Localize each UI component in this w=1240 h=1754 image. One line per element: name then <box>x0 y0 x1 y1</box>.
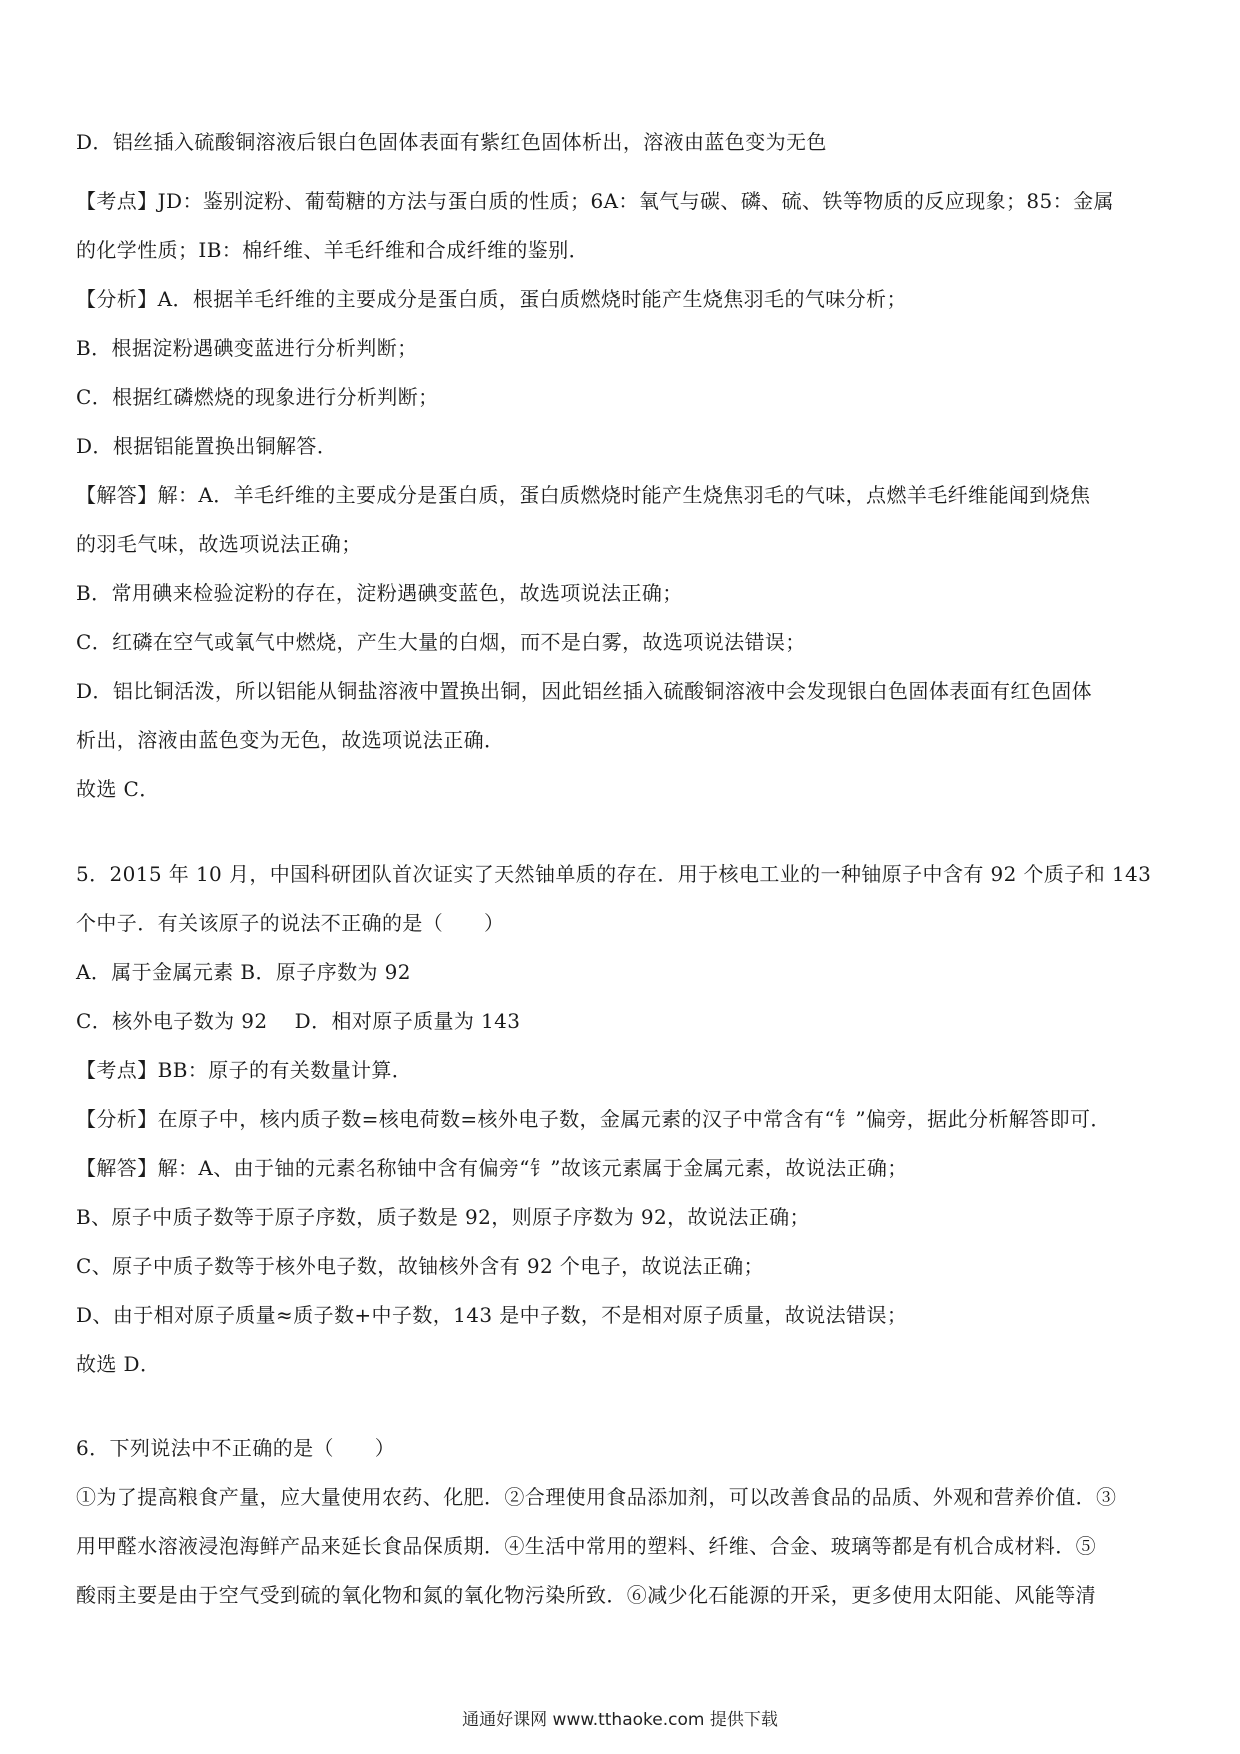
text-line: 【考点】BB：原子的有关数量计算． <box>76 1058 413 1082</box>
text-line: C．根据红磷燃烧的现象进行分析判断； <box>76 385 439 409</box>
text-line: C、原子中质子数等于核外电子数，故铀核外含有 92 个电子，故说法正确； <box>76 1254 764 1278</box>
text-line: D．根据铝能置换出铜解答． <box>76 434 338 458</box>
text-line: 【解答】解：A．羊毛纤维的主要成分是蛋白质，蛋白质燃烧时能产生烧焦羽毛的气味，点燃羊毛纤维能闻到烧焦 <box>76 483 1091 507</box>
text-line: 个中子．有关该原子的说法不正确的是（ ） <box>76 911 505 935</box>
question-5-stem: 5．2015 年 10 月，中国科研团队首次证实了天然铀单质的存在．用于核电工业的一种铀原子中含有 92 个质子和 143 <box>76 862 1152 886</box>
text-line: D．铝丝插入硫酸铜溶液后银白色固体表面有紫红色固体析出，溶液由蓝色变为无色 <box>76 130 827 154</box>
page-footer: 通通好课网 www.tthaoke.com 提供下载 <box>462 1710 778 1730</box>
text-line: ①为了提高粮食产量，应大量使用农药、化肥．②合理使用食品添加剂，可以改善食品的品质、外观和营养价值．③ <box>76 1485 1117 1509</box>
text-line: 的化学性质；IB：棉纤维、羊毛纤维和合成纤维的鉴别． <box>76 238 589 262</box>
text-line: 【分析】A．根据羊毛纤维的主要成分是蛋白质，蛋白质燃烧时能产生烧焦羽毛的气味分析； <box>76 287 907 311</box>
text-line: D、由于相对原子质量≈质子数+中子数，143 是中子数，不是相对原子质量，故说法错误； <box>76 1303 908 1327</box>
text-line: B．常用碘来检验淀粉的存在，淀粉遇碘变蓝色，故选项说法正确； <box>76 581 683 605</box>
option-line: C．核外电子数为 92 D．相对原子质量为 143 <box>76 1009 521 1033</box>
text-line: C．红磷在空气或氧气中燃烧，产生大量的白烟，而不是白雾，故选项说法错误； <box>76 630 806 654</box>
text-line: 【分析】在原子中，核内质子数=核电荷数=核外电子数，金属元素的汉子中常含有“钅”偏旁，据此分析解答即可． <box>76 1107 1111 1131</box>
text-line: 用甲醛水溶液浸泡海鲜产品来延长食品保质期．④生活中常用的塑料、纤维、合金、玻璃等都是有机合成材料．⑤ <box>76 1534 1096 1558</box>
text-line: 的羽毛气味，故选项说法正确； <box>76 532 362 556</box>
text-line: 酸雨主要是由于空气受到硫的氧化物和氮的氧化物污染所致．⑥减少化石能源的开采，更多使用太阳能、风能等清 <box>76 1583 1096 1607</box>
option-line: A．属于金属元素 B．原子序数为 92 <box>76 960 411 984</box>
text-line: 故选 D． <box>76 1352 161 1376</box>
text-line: 【考点】JD：鉴别淀粉、葡萄糖的方法与蛋白质的性质；6A：氧气与碳、磷、硫、铁等物质的反应现象；85：金属 <box>76 189 1114 213</box>
text-line: D．铝比铜活泼，所以铝能从铜盐溶液中置换出铜，因此铝丝插入硫酸铜溶液中会发现银白色固体表面有红色固体 <box>76 679 1093 703</box>
text-line: B、原子中质子数等于原子序数，质子数是 92，则原子序数为 92，故说法正确； <box>76 1205 810 1229</box>
text-line: 析出，溶液由蓝色变为无色，故选项说法正确． <box>76 728 505 752</box>
text-line: 故选 C． <box>76 777 160 801</box>
text-line: 【解答】解：A、由于铀的元素名称铀中含有偏旁“钅”故该元素属于金属元素，故说法正确； <box>76 1156 908 1180</box>
text-line: B．根据淀粉遇碘变蓝进行分析判断； <box>76 336 418 360</box>
question-6-stem: 6．下列说法中不正确的是（ ） <box>76 1436 396 1460</box>
